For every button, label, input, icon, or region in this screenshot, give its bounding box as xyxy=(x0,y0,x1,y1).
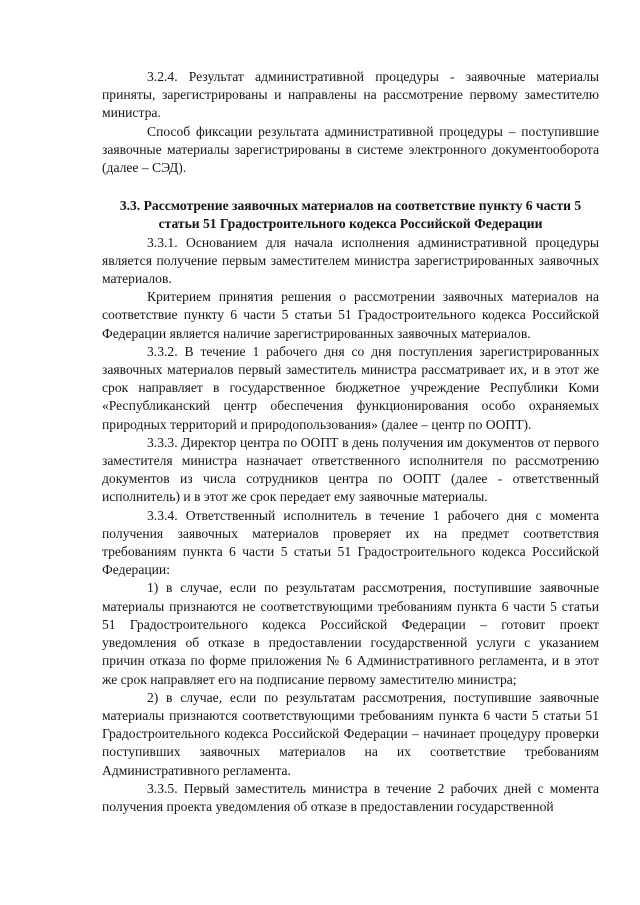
list-item-2: 2) в случае, если по результатам рассмотрения, поступившие заявочные материалы признаются соответствующими требованиям пункта 6 части 5 статьи 51 Градостроительного кодекса Российской Федерации – начинает процедуру проверки поступивших заявочных материалов на их соответствие требованиям Административного регламента. xyxy=(102,689,599,778)
paragraph-3-3-4: 3.3.4. Ответственный исполнитель в течение 1 рабочего дня с момента получения заявочных материалов проверяет их на предмет соответствия требованиям пункта 6 части 5 статьи 51 Градостроительного кодекса Российской Федерации: xyxy=(102,507,599,578)
section-heading-3-3: 3.3. Рассмотрение заявочных материалов на соответствие пункту 6 части 5 статьи 51 Градостроительного кодекса Российской Федерации xyxy=(119,198,582,232)
paragraph-fixation-method: Способ фиксации результата административной процедуры – поступившие заявочные материалы зарегистрированы в системе электронного документооборота (далее – СЭД). xyxy=(102,123,599,176)
document-page xyxy=(102,68,599,816)
paragraph-3-2-4: 3.2.4. Результат административной процедуры - заявочные материалы приняты, зарегистрированы и направлены на рассмотрение первому заместителю министра. xyxy=(102,69,599,121)
list-item-1: 1) в случае, если по результатам рассмотрения, поступившие заявочные материалы признаются не соответствующими требованиям пункта 6 части 5 статьи 51 Градостроительного кодекса Российской Федерации – готовит проект уведомления об отказе в предоставлении государственной услуги с указанием причин отказа по форме приложения № 6 Административного регламента, и в этот же срок направляет его на подписание первому заместителю министра; xyxy=(102,580,599,687)
paragraph-3-3-5: 3.3.5. Первый заместитель министра в течение 2 рабочих дней с момента получения проекта уведомления об отказе в предоставлении государственной xyxy=(102,780,599,814)
paragraph-3-3-2: 3.3.2. В течение 1 рабочего дня со дня поступления зарегистрированных заявочных материалов первый заместитель министра рассматривает их, и в этот же срок направляет в государственное бюджетное учреждение Республики Коми «Республиканский центр обеспечения функционирования особо охраняемых природных территорий и природопользования» (далее – центр по ООПТ). xyxy=(102,343,599,432)
paragraph-decision-criterion: Критерием принятия решения о рассмотрении заявочных материалов на соответствие пункту 6 части 5 статьи 51 Градостроительного кодекса Российской Федерации является наличие зарегистрированных заявочных материалов. xyxy=(102,289,599,341)
paragraph-3-3-1: 3.3.1. Основанием для начала исполнения административной процедуры является получение первым заместителем министра зарегистрированных заявочных материалов. xyxy=(102,234,599,287)
paragraph-3-3-3: 3.3.3. Директор центра по ООПТ в день получения им документов от первого заместителя министра назначает ответственного исполнителя по рассмотрению документов из числа сотрудников центра по ООПТ (далее - ответственный исполнитель) и в этот же срок передает ему заявочные материалы. xyxy=(102,434,599,505)
